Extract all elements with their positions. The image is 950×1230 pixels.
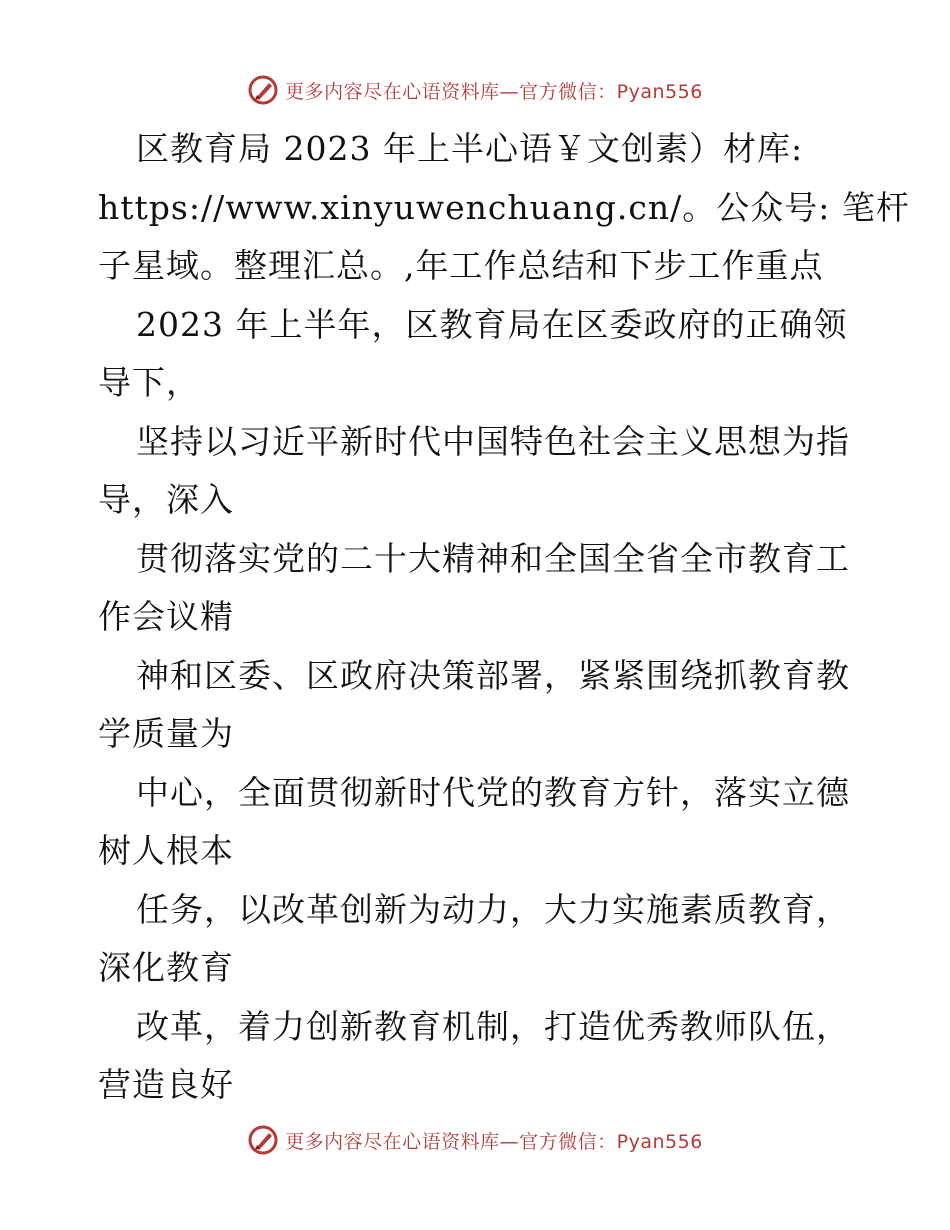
- document-line: 任务，以改革创新为动力，大力实施素质教育，: [136, 889, 850, 929]
- banner-main-text: 更多内容尽在心语资料库: [285, 80, 500, 103]
- document-line: 作会议精: [98, 597, 234, 636]
- footer-banner-text: [285, 1127, 703, 1154]
- banner-separator: —: [499, 80, 520, 103]
- document-line: 贯彻落实党的二十大精神和全国全省全市教育工: [136, 538, 850, 578]
- document-line: 中心，全面贯彻新时代党的教育方针，落实立德: [136, 772, 850, 812]
- document-line: 营造良好: [98, 1065, 234, 1104]
- document-line: https://www.xinyuwenchuang.cn/。公众号: 笔杆: [98, 187, 910, 227]
- footer-banner: [0, 1120, 950, 1160]
- document-line: 树人根本: [98, 831, 234, 870]
- banner-wechat-text: 官方微信：Pyan556: [519, 1130, 703, 1153]
- document-body: [98, 120, 910, 1115]
- quill-pen-logo-icon: [247, 74, 279, 106]
- document-line: 2023 年上半年，区教育局在区委政府的正确领: [136, 304, 848, 344]
- document-line: 改革，着力创新教育机制，打造优秀教师队伍，: [136, 1006, 850, 1046]
- document-line: 导，深入: [98, 480, 234, 519]
- banner-separator: —: [499, 1130, 520, 1153]
- document-line: 坚持以习近平新时代中国特色社会主义思想为指: [136, 421, 850, 461]
- document-line: 区教育局 2023 年上半心语￥文创素）材库:: [136, 129, 804, 168]
- document-line: 导下，: [98, 363, 200, 402]
- quill-pen-logo-icon: [247, 1124, 279, 1156]
- document-line: 学质量为: [98, 714, 234, 753]
- banner-wechat-text: 官方微信：Pyan556: [519, 80, 703, 103]
- banner-main-text: 更多内容尽在心语资料库: [285, 1130, 500, 1153]
- header-banner-text: [285, 77, 703, 104]
- header-banner: [0, 70, 950, 110]
- document-line: 深化教育: [98, 948, 234, 987]
- document-line: 神和区委、区政府决策部署，紧紧围绕抓教育教: [136, 655, 850, 695]
- document-line: 子星域。整理汇总。,年工作总结和下步工作重点: [98, 246, 824, 285]
